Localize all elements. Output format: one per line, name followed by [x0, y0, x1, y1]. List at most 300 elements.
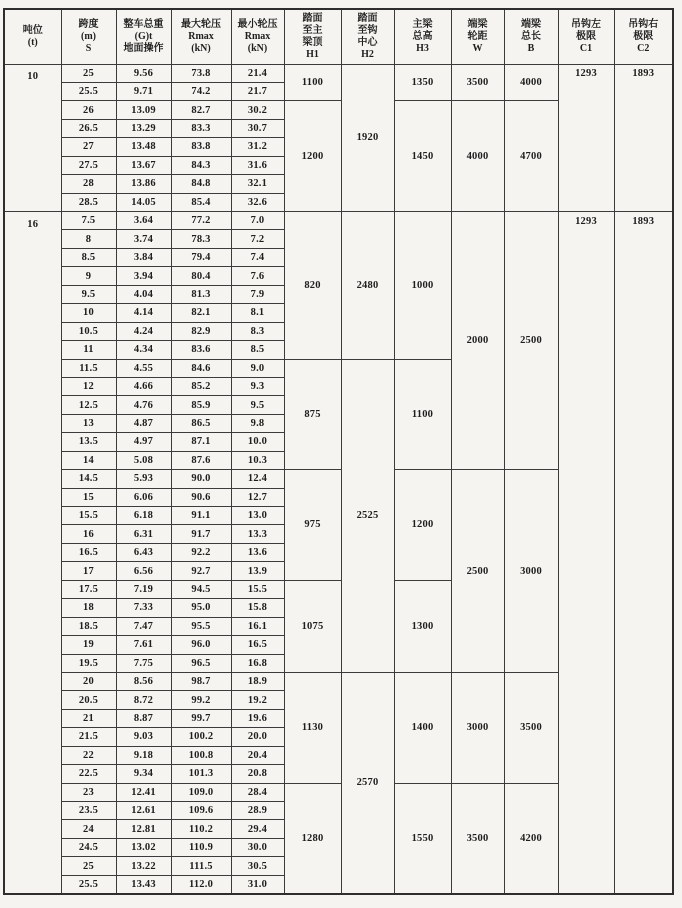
cell-weight [116, 377, 171, 395]
cell-rmin-value: 16.8 [247, 657, 268, 669]
cell-weight [116, 746, 171, 764]
cell-span-value: 17.5 [78, 583, 99, 595]
cell-weight [116, 691, 171, 709]
cell-weight-value: 13.02 [131, 842, 156, 854]
col-header-h3 [394, 9, 451, 64]
cell-rmax-value: 101.3 [188, 768, 214, 780]
cell-span-value: 8.5 [81, 252, 96, 264]
cell-weight [116, 709, 171, 727]
cell-b-value: 4000 [520, 76, 542, 88]
cell-rmax-value: 82.7 [191, 104, 211, 116]
cell-h1 [284, 470, 341, 581]
cell-rmin-value: 10.0 [247, 436, 268, 448]
cell-weight [116, 451, 171, 469]
cell-w-value: 4000 [466, 150, 489, 162]
cell-rmax [171, 525, 231, 543]
cell-rmin [231, 857, 284, 875]
cell-h2-value: 2525 [356, 510, 379, 522]
cell-weight [116, 599, 171, 617]
cell-h3-value: 1200 [411, 519, 434, 531]
cell-weight-value: 9.34 [133, 768, 154, 780]
header-line: 吊钩左 [571, 18, 601, 30]
cell-rmin-value: 10.3 [247, 454, 268, 466]
cell-rmin [231, 451, 284, 469]
cell-rmax-value: 81.3 [191, 288, 211, 300]
cell-weight-value: 6.06 [133, 491, 154, 503]
cell-weight-value: 13.22 [131, 860, 156, 872]
cell-weight-value: 4.04 [133, 288, 154, 300]
cell-span [61, 212, 116, 230]
cell-span-value: 25.5 [78, 878, 99, 890]
cell-weight-value: 4.76 [133, 399, 154, 411]
cell-rmin [231, 672, 284, 690]
cell-rmin-value: 30.0 [247, 842, 268, 854]
cell-rmax-value: 74.2 [191, 86, 211, 98]
cell-span [61, 525, 116, 543]
cell-span-value: 16.5 [78, 547, 99, 559]
header-line: 端梁 [467, 18, 488, 30]
cell-rmin [231, 765, 284, 783]
cell-span [61, 267, 116, 285]
header-line: (m) [81, 30, 96, 42]
cell-span-value: 24 [83, 823, 94, 835]
cell-span [61, 543, 116, 561]
cell-weight [116, 193, 171, 211]
cell-span-value: 21.5 [78, 731, 99, 743]
cell-rmin-value: 8.5 [250, 344, 265, 356]
col-header-h1 [284, 9, 341, 64]
cell-rmin [231, 341, 284, 359]
cell-span-value: 23.5 [78, 805, 99, 817]
cell-rmax-value: 73.8 [191, 67, 211, 79]
cell-rmin-value: 8.3 [250, 325, 265, 337]
cell-rmin [231, 802, 284, 820]
cell-rmax [171, 672, 231, 690]
cell-span-value: 14 [83, 454, 94, 466]
cell-span [61, 507, 116, 525]
cell-span [61, 617, 116, 635]
cell-h1-value: 1280 [301, 832, 324, 844]
cell-weight-value: 14.05 [131, 196, 156, 208]
cell-h1 [284, 672, 341, 783]
cell-tonnage [4, 212, 61, 894]
cell-span [61, 820, 116, 838]
cell-span [61, 119, 116, 137]
header-line: 主梁 [412, 18, 433, 30]
cell-weight-value: 8.72 [133, 694, 154, 706]
cell-weight-value: 9.03 [133, 731, 154, 743]
cell-w-value: 3500 [466, 832, 489, 844]
cell-rmin [231, 82, 284, 100]
cell-rmax [171, 562, 231, 580]
cell-rmax [171, 765, 231, 783]
header-line: 极限 [633, 30, 654, 42]
cell-weight-value: 7.75 [133, 657, 154, 669]
cell-c2 [614, 212, 673, 894]
cell-rmax-value: 100.8 [188, 749, 214, 761]
cell-rmin [231, 543, 284, 561]
cell-c1 [558, 212, 614, 894]
cell-weight [116, 414, 171, 432]
cell-rmax [171, 470, 231, 488]
cell-rmax-value: 83.8 [191, 141, 211, 153]
cell-span-value: 15.5 [78, 510, 99, 522]
cell-rmin-value: 30.2 [247, 104, 268, 116]
cell-b [504, 672, 558, 783]
cell-span-value: 12.5 [78, 399, 99, 411]
header-line: 中心 [357, 36, 378, 48]
cell-span [61, 64, 116, 82]
cell-rmin [231, 783, 284, 801]
cell-span [61, 341, 116, 359]
cell-weight-value: 13.67 [131, 159, 156, 171]
cell-rmax [171, 341, 231, 359]
cell-weight [116, 728, 171, 746]
header-line: S [85, 42, 92, 54]
cell-rmax [171, 617, 231, 635]
cell-span [61, 230, 116, 248]
cell-rmin-value: 7.6 [250, 270, 265, 282]
cell-span [61, 396, 116, 414]
cell-span-value: 13.5 [78, 436, 99, 448]
cell-h2 [341, 672, 394, 893]
cell-span-value: 24.5 [78, 842, 99, 854]
cell-rmin-value: 19.6 [247, 713, 268, 725]
cell-rmin [231, 654, 284, 672]
cell-weight-value: 3.64 [133, 215, 154, 227]
cell-rmax-value: 90.6 [191, 491, 211, 503]
cell-rmin-value: 30.7 [247, 123, 268, 135]
cell-rmax [171, 359, 231, 377]
cell-rmin [231, 267, 284, 285]
cell-rmin [231, 709, 284, 727]
cell-c2 [614, 64, 673, 212]
cell-rmax [171, 543, 231, 561]
cell-weight-value: 4.55 [133, 362, 154, 374]
cell-rmin-value: 12.4 [247, 473, 268, 485]
cell-h2 [341, 64, 394, 212]
cell-rmax [171, 802, 231, 820]
cell-rmin [231, 507, 284, 525]
cell-weight [116, 857, 171, 875]
cell-b [504, 470, 558, 673]
cell-weight-value: 6.43 [133, 547, 154, 559]
cell-w-value: 2000 [466, 335, 489, 347]
cell-rmax [171, 267, 231, 285]
cell-span [61, 470, 116, 488]
cell-rmax-value: 83.3 [191, 123, 211, 135]
cell-weight [116, 654, 171, 672]
cell-rmin-value: 21.7 [247, 86, 268, 98]
cell-weight-value: 9.71 [133, 86, 154, 98]
cell-weight-value: 7.33 [133, 602, 154, 614]
cell-rmin [231, 433, 284, 451]
header-line: (kN) [247, 42, 268, 54]
cell-h3-value: 1100 [411, 408, 434, 420]
cell-h1-value: 1130 [301, 722, 324, 734]
cell-span-value: 16 [83, 528, 94, 540]
cell-span [61, 377, 116, 395]
col-header-c2 [614, 9, 673, 64]
cell-rmin [231, 691, 284, 709]
cell-span-value: 19.5 [78, 657, 99, 669]
cell-b [504, 64, 558, 101]
cell-rmin [231, 377, 284, 395]
cell-rmin-value: 31.6 [247, 159, 268, 171]
cell-w-value: 3000 [466, 722, 489, 734]
cell-weight [116, 248, 171, 266]
cell-rmin [231, 599, 284, 617]
cell-span-value: 22 [83, 749, 94, 761]
cell-rmax-value: 94.5 [191, 583, 211, 595]
cell-span-value: 25 [83, 860, 94, 872]
cell-weight-value: 4.97 [133, 436, 154, 448]
cell-rmin-value: 7.4 [250, 252, 265, 264]
cell-span-value: 14.5 [78, 473, 99, 485]
cell-weight-value: 6.31 [133, 528, 154, 540]
cell-span [61, 451, 116, 469]
cell-w [451, 64, 504, 101]
cell-weight-value: 7.19 [133, 583, 154, 595]
cell-rmax-value: 99.2 [191, 694, 211, 706]
header-line: H3 [416, 42, 429, 54]
cell-span [61, 802, 116, 820]
cell-rmax-value: 96.0 [191, 639, 211, 651]
cell-rmin [231, 617, 284, 635]
cell-h2 [341, 212, 394, 360]
cell-span-value: 7.5 [81, 215, 96, 227]
cell-h1 [284, 359, 341, 470]
cell-rmin [231, 304, 284, 322]
cell-weight-value: 4.34 [133, 344, 154, 356]
header-line: H1 [306, 48, 319, 60]
header-line: 跨度 [78, 18, 99, 30]
cell-rmin-value: 9.0 [250, 362, 265, 374]
cell-rmax [171, 82, 231, 100]
header-line: 梁顶 [302, 36, 323, 48]
cell-h3 [394, 672, 451, 783]
cell-weight [116, 285, 171, 303]
cell-rmin-value: 32.6 [247, 196, 268, 208]
header-line: 总长 [521, 30, 541, 42]
cell-rmax [171, 636, 231, 654]
header-line: C1 [579, 42, 593, 54]
cell-rmax [171, 138, 231, 156]
header-line: 整车总重 [123, 18, 164, 30]
cell-rmax-value: 77.2 [191, 215, 211, 227]
cell-span-value: 13 [83, 418, 94, 430]
cell-rmin-value: 29.4 [247, 823, 268, 835]
cell-weight [116, 820, 171, 838]
cell-h2 [341, 359, 394, 672]
cell-span-value: 22.5 [78, 768, 99, 780]
cell-rmin [231, 838, 284, 856]
cell-weight [116, 802, 171, 820]
cell-h3 [394, 359, 451, 470]
cell-rmin-value: 20.8 [247, 768, 268, 780]
cell-h3 [394, 212, 451, 360]
cell-rmax-value: 112.0 [188, 878, 214, 890]
cell-weight-value: 13.43 [131, 878, 156, 890]
cell-weight [116, 636, 171, 654]
cell-weight [116, 175, 171, 193]
cell-rmax [171, 857, 231, 875]
cell-rmax-value: 96.5 [191, 657, 211, 669]
cell-span [61, 654, 116, 672]
cell-span [61, 765, 116, 783]
cell-h3 [394, 470, 451, 581]
cell-c1 [558, 64, 614, 212]
cell-weight-value: 7.61 [133, 639, 154, 651]
cell-span [61, 304, 116, 322]
cell-rmin [231, 562, 284, 580]
cell-rmin [231, 230, 284, 248]
cell-weight-value: 8.87 [133, 713, 154, 725]
cell-h3-value: 1350 [411, 76, 434, 88]
cell-weight-value: 7.47 [133, 620, 154, 632]
cell-rmax [171, 156, 231, 174]
cell-rmin-value: 13.3 [247, 528, 268, 540]
cell-rmin-value: 21.4 [247, 67, 268, 79]
header-line: 地面操作 [123, 42, 164, 54]
cell-c1-value: 1293 [575, 68, 597, 80]
cell-weight [116, 783, 171, 801]
cell-weight [116, 580, 171, 598]
cell-rmax-value: 110.9 [188, 842, 214, 854]
cell-rmax [171, 119, 231, 137]
cell-span [61, 746, 116, 764]
cell-span-value: 25 [83, 67, 94, 79]
cell-span-value: 25.5 [78, 86, 99, 98]
cell-rmax [171, 377, 231, 395]
crane-spec-table [3, 8, 674, 895]
cell-b-value: 4700 [520, 150, 542, 162]
cell-rmin-value: 28.9 [247, 805, 268, 817]
cell-rmax-value: 84.6 [191, 362, 211, 374]
cell-weight-value: 5.08 [133, 454, 154, 466]
header-line: (G)t [134, 30, 153, 42]
cell-h2-value: 1920 [356, 132, 379, 144]
cell-span-value: 11 [83, 344, 94, 356]
cell-span [61, 599, 116, 617]
cell-rmax-value: 85.4 [191, 196, 211, 208]
cell-rmax-value: 91.1 [191, 510, 211, 522]
header-line: (kN) [191, 42, 211, 54]
header-line: B [527, 42, 535, 54]
cell-span-value: 28 [83, 178, 94, 190]
header-line: 轮距 [467, 30, 488, 42]
col-header-weight [116, 9, 171, 64]
cell-weight [116, 212, 171, 230]
cell-span [61, 672, 116, 690]
cell-rmax [171, 820, 231, 838]
cell-rmin-value: 7.2 [250, 233, 265, 245]
cell-b [504, 212, 558, 470]
cell-weight-value: 3.94 [133, 270, 154, 282]
cell-weight [116, 359, 171, 377]
cell-span-value: 18.5 [78, 620, 99, 632]
cell-weight-value: 13.29 [131, 123, 156, 135]
cell-rmin-value: 31.0 [247, 878, 268, 890]
cell-rmax [171, 746, 231, 764]
cell-tonnage-value: 16 [27, 218, 39, 230]
cell-rmin-value: 8.1 [250, 307, 265, 319]
cell-rmax-value: 87.6 [191, 454, 211, 466]
cell-rmin [231, 414, 284, 432]
cell-rmin-value: 9.8 [250, 418, 265, 430]
col-header-span [61, 9, 116, 64]
cell-rmax [171, 599, 231, 617]
cell-h1-value: 820 [304, 279, 321, 291]
cell-weight [116, 82, 171, 100]
cell-rmin-value: 20.0 [247, 731, 268, 743]
cell-rmax [171, 451, 231, 469]
cell-weight-value: 6.18 [133, 510, 154, 522]
cell-h1 [284, 783, 341, 894]
cell-rmax-value: 78.3 [191, 233, 211, 245]
header-line: H2 [361, 48, 374, 60]
table-header [4, 9, 673, 64]
cell-rmin-value: 13.0 [247, 510, 268, 522]
cell-h3 [394, 64, 451, 101]
cell-weight [116, 156, 171, 174]
cell-rmax [171, 783, 231, 801]
col-header-w [451, 9, 504, 64]
cell-span [61, 783, 116, 801]
cell-weight [116, 341, 171, 359]
cell-c1-value: 1293 [575, 215, 597, 227]
cell-rmax-value: 99.7 [191, 713, 211, 725]
cell-rmin [231, 193, 284, 211]
cell-rmax [171, 322, 231, 340]
cell-weight [116, 119, 171, 137]
cell-span [61, 156, 116, 174]
header-line: 极限 [576, 30, 596, 42]
cell-rmin-value: 9.5 [250, 399, 265, 411]
cell-rmin [231, 820, 284, 838]
cell-rmax [171, 709, 231, 727]
cell-rmax-value: 109.0 [188, 786, 214, 798]
header-row [4, 9, 673, 64]
cell-span-value: 26.5 [78, 123, 99, 135]
cell-span [61, 138, 116, 156]
cell-rmax-value: 109.6 [188, 805, 214, 817]
cell-rmax-value: 86.5 [191, 418, 211, 430]
cell-rmax [171, 285, 231, 303]
cell-rmax-value: 98.7 [191, 676, 211, 688]
cell-span [61, 414, 116, 432]
cell-weight [116, 838, 171, 856]
cell-weight-value: 13.48 [131, 141, 156, 153]
table-body [4, 64, 673, 894]
header-line: 至主 [302, 24, 323, 36]
cell-rmax-value: 90.0 [191, 473, 211, 485]
cell-b [504, 101, 558, 212]
cell-span [61, 175, 116, 193]
header-line: 最小轮压 [237, 18, 278, 30]
cell-weight-value: 9.18 [133, 749, 154, 761]
cell-span-value: 21 [83, 713, 94, 725]
cell-h2-value: 2480 [356, 279, 379, 291]
cell-rmin [231, 212, 284, 230]
cell-rmax-value: 92.7 [191, 565, 211, 577]
cell-rmax [171, 248, 231, 266]
cell-h1-value: 875 [304, 408, 321, 420]
col-header-h2 [341, 9, 394, 64]
cell-rmax-value: 100.2 [188, 731, 214, 743]
cell-rmin [231, 488, 284, 506]
cell-weight [116, 672, 171, 690]
